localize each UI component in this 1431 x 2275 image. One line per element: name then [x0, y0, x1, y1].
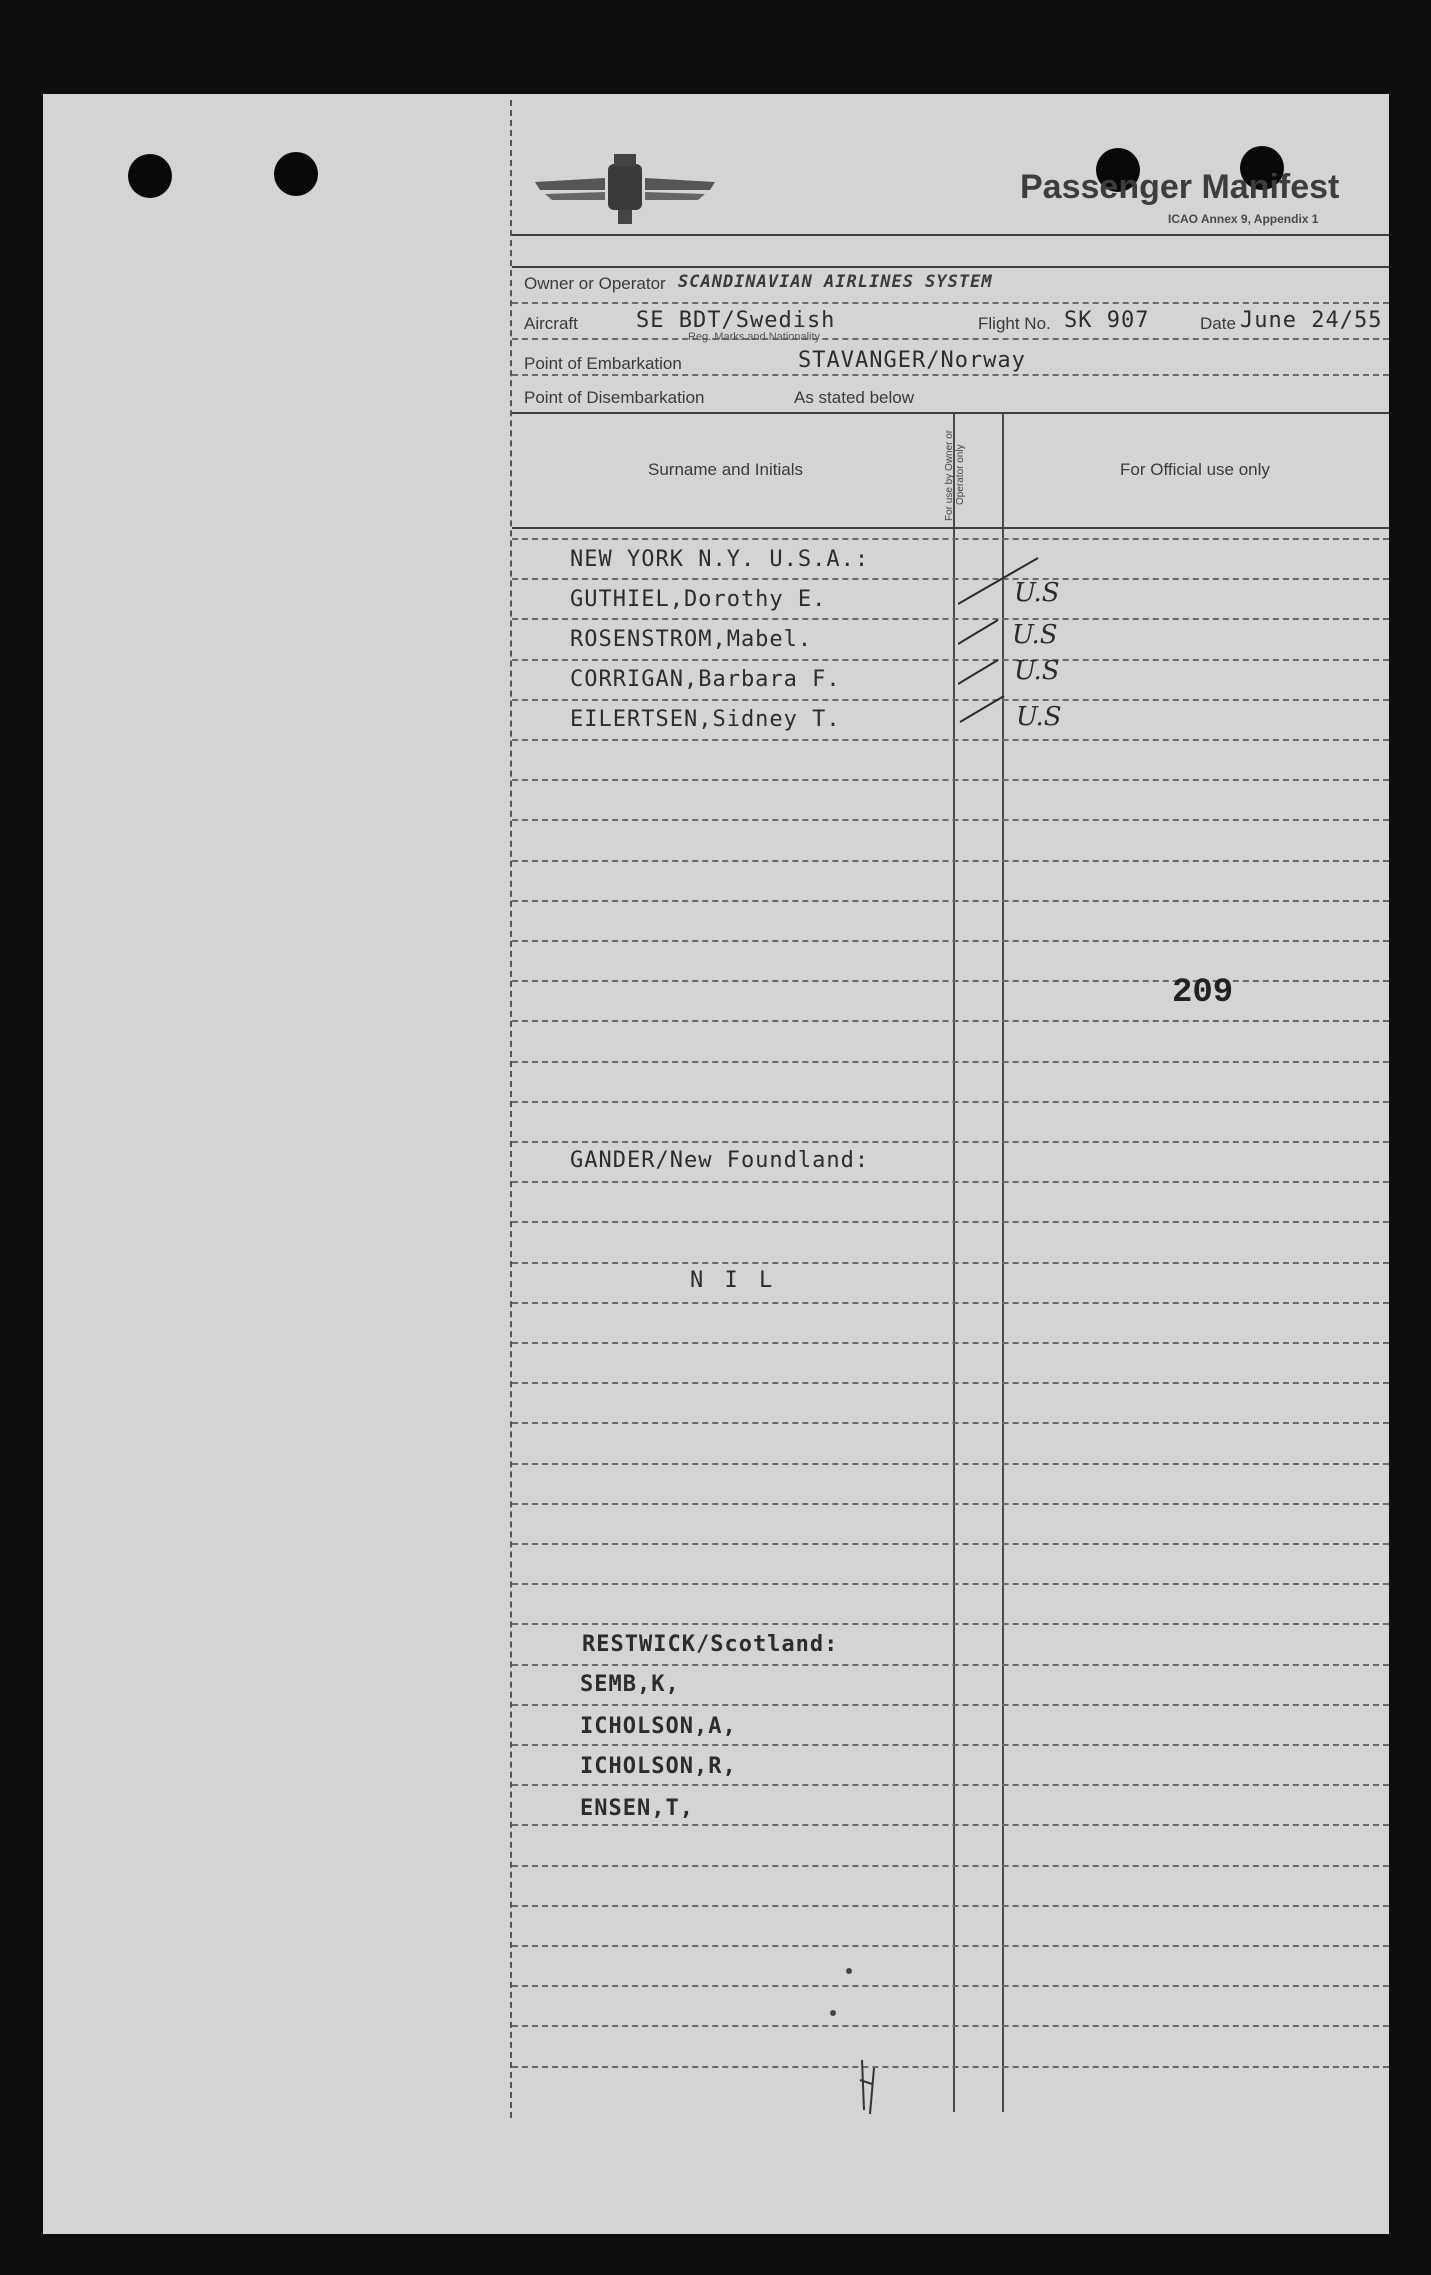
ruled-line	[512, 659, 1389, 661]
nationality-mark: U.S	[1014, 656, 1060, 686]
ruled-line	[512, 1664, 1389, 1666]
ruled-line	[512, 1141, 1389, 1143]
ruled-line	[512, 1704, 1389, 1706]
pencil-scribble-icon	[850, 2050, 890, 2120]
owner-label: Owner or Operator	[524, 274, 666, 293]
passenger-name: ICHOLSON,R,	[580, 1754, 737, 1779]
ruled-line	[512, 1262, 1389, 1264]
aircraft-label: Aircraft	[524, 314, 578, 333]
passenger-name: ENSEN,T,	[580, 1796, 694, 1821]
ruled-line	[512, 538, 1389, 540]
ruled-line	[512, 779, 1389, 781]
passenger-name: GUTHIEL,Dorothy E.	[570, 587, 827, 612]
nil-entry: N I L	[690, 1268, 777, 1293]
ruled-line	[512, 739, 1389, 741]
aircraft-value: SE BDT/Swedish	[636, 308, 836, 333]
airline-logo-icon	[530, 150, 720, 230]
flight-no-label: Flight No.	[978, 314, 1051, 333]
left-margin-rule	[510, 100, 512, 2118]
date-value: June 24/55	[1240, 308, 1383, 333]
ruled-line	[512, 1865, 1389, 1867]
ruled-line	[512, 1020, 1389, 1022]
reg-marks-label: Reg. Marks and Nationality	[688, 331, 821, 343]
ruled-line	[512, 1985, 1389, 1987]
ruled-line	[512, 699, 1389, 701]
ruled-line	[512, 578, 1389, 580]
ruled-line	[512, 1503, 1389, 1505]
header-rule	[512, 338, 1389, 340]
nationality-mark: U.S	[1016, 702, 1062, 732]
official-column-header: For Official use only	[1120, 460, 1270, 479]
ruled-line	[512, 1422, 1389, 1424]
name-column-header: Surname and Initials	[648, 460, 803, 479]
ruled-line	[512, 2025, 1389, 2027]
ruled-line	[512, 1744, 1389, 1746]
pencil-dot	[830, 2010, 836, 2016]
ruled-line	[512, 1824, 1389, 1826]
section-heading-new-york: NEW YORK N.Y. U.S.A.:	[570, 547, 870, 572]
punch-hole	[274, 152, 318, 196]
ruled-line	[512, 819, 1389, 821]
ruled-line	[512, 1302, 1389, 1304]
ruled-line	[512, 618, 1389, 620]
official-number-stamp: 209	[1172, 974, 1234, 1012]
disembarkation-label: Point of Disembarkation	[524, 388, 705, 407]
ruled-line	[512, 980, 1389, 982]
ruled-line	[512, 1623, 1389, 1625]
section-heading-gander: GANDER/New Foundland:	[570, 1148, 870, 1173]
section-heading-prestwick: RESTWICK/Scotland:	[582, 1632, 839, 1657]
ruled-line	[512, 1382, 1389, 1384]
ruled-line	[512, 1463, 1389, 1465]
document-subtitle: ICAO Annex 9, Appendix 1	[1168, 212, 1319, 226]
ruled-line	[512, 1945, 1389, 1947]
ruled-line	[512, 940, 1389, 942]
ruled-line	[512, 1101, 1389, 1103]
header-rule	[512, 266, 1389, 268]
column-header-rule	[512, 527, 1389, 529]
ruled-line	[512, 1905, 1389, 1907]
ruled-line	[512, 1784, 1389, 1786]
document-title: Passenger Manifest	[1020, 168, 1340, 206]
passenger-name: SEMB,K,	[580, 1672, 680, 1697]
passenger-name: ROSENSTROM,Mabel.	[570, 627, 813, 652]
passenger-name: CORRIGAN,Barbara F.	[570, 667, 841, 692]
header-rule	[512, 412, 1389, 414]
ruled-line	[512, 1583, 1389, 1585]
header-rule	[512, 302, 1389, 304]
passenger-name: EILERTSEN,Sidney T.	[570, 707, 841, 732]
ruled-line	[512, 1181, 1389, 1183]
ruled-line	[512, 900, 1389, 902]
passenger-name: ICHOLSON,A,	[580, 1714, 737, 1739]
nationality-mark: U.S	[1012, 620, 1058, 650]
date-label: Date	[1200, 314, 1236, 333]
embarkation-value: STAVANGER/Norway	[798, 348, 1026, 373]
pencil-dot	[846, 1968, 852, 1974]
ruled-line	[512, 1061, 1389, 1063]
ruled-line	[512, 860, 1389, 862]
header-rule	[512, 374, 1389, 376]
embarkation-label: Point of Embarkation	[524, 354, 682, 373]
nationality-mark: U.S	[1014, 578, 1060, 608]
ruled-line	[512, 1342, 1389, 1344]
ruled-line	[512, 1221, 1389, 1223]
header-rule	[512, 234, 1389, 236]
owner-use-column-header: For use by Owner or Operator only	[944, 429, 966, 521]
flight-no-value: SK 907	[1064, 308, 1150, 333]
as-stated-label: As stated below	[794, 388, 915, 407]
punch-hole	[128, 154, 172, 198]
ruled-line	[512, 2066, 1389, 2068]
ruled-line	[512, 1543, 1389, 1545]
operator-value: SCANDINAVIAN AIRLINES SYSTEM	[678, 272, 993, 292]
